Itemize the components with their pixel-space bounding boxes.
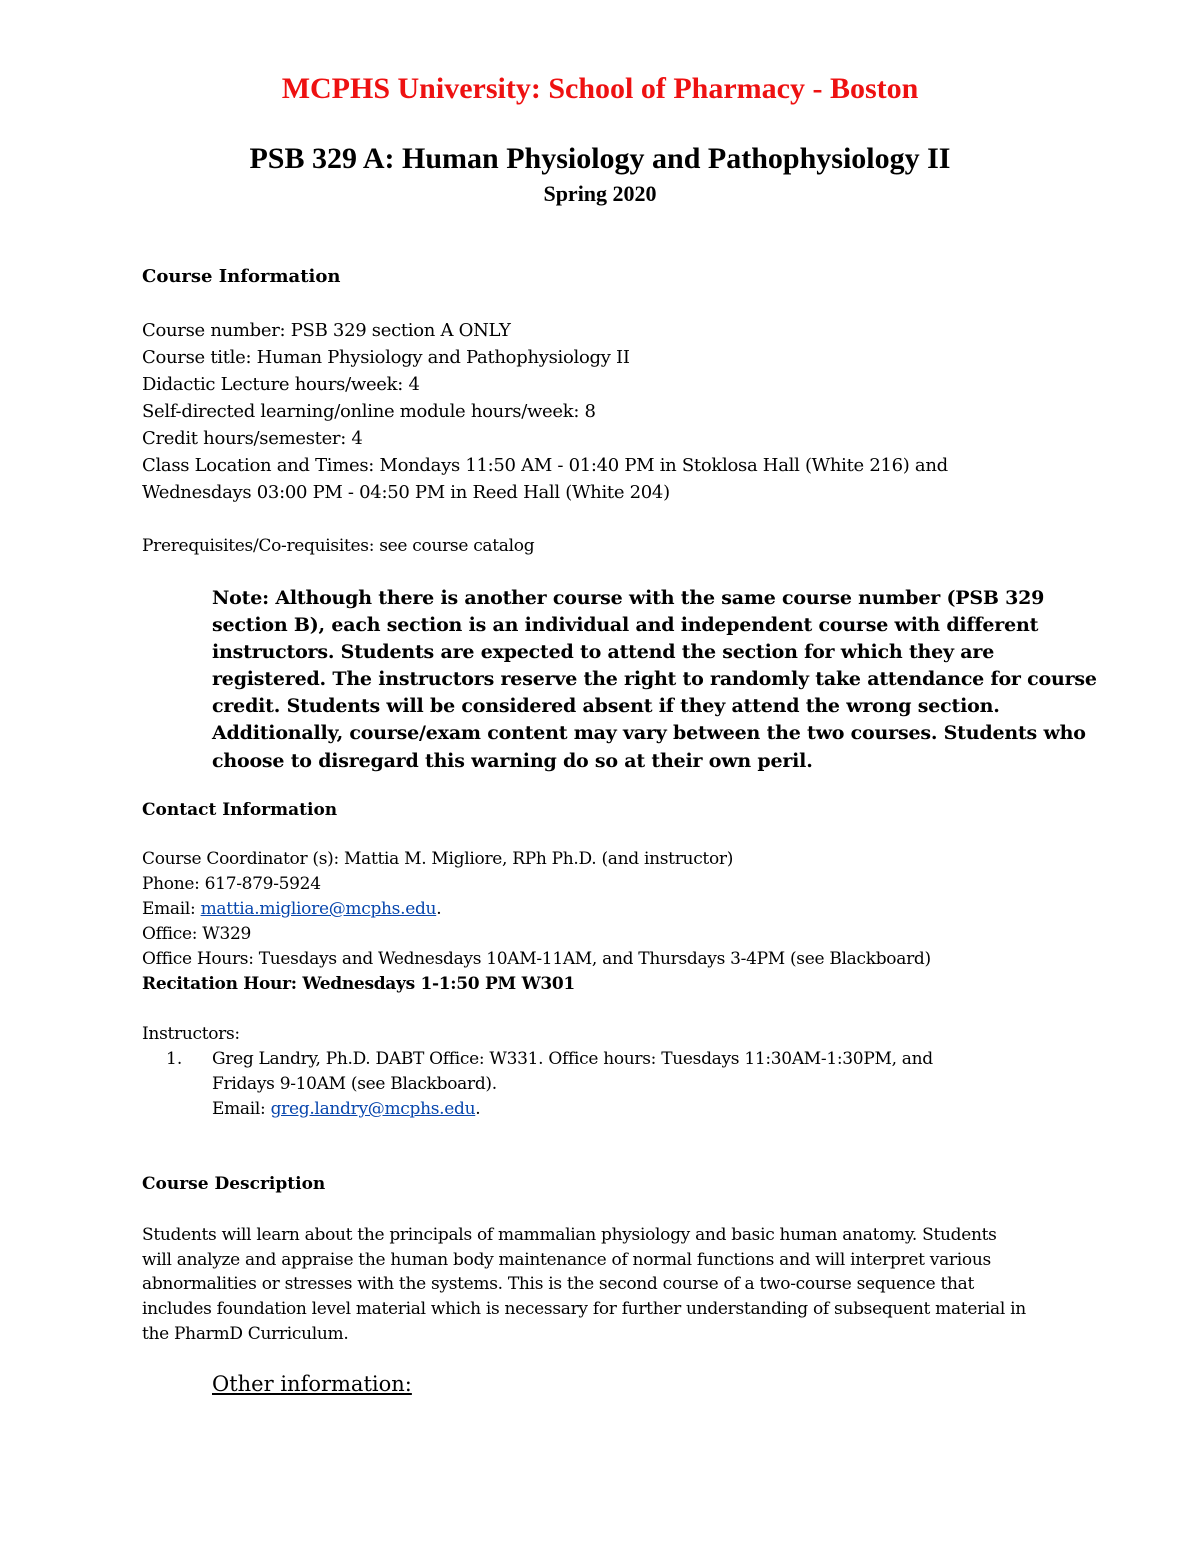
lecture-hours-line: Didactic Lecture hours/week: 4	[142, 374, 420, 395]
instructor-email-suffix: .	[475, 1099, 481, 1119]
instructors-heading: Instructors:	[142, 1024, 240, 1044]
contact-information-heading: Contact Information	[142, 800, 338, 820]
institution-heading: MCPHS University: School of Pharmacy - Boston	[281, 72, 919, 105]
course-title-heading: PSB 329 A: Human Physiology and Pathophysiology II	[249, 142, 951, 175]
course-description-heading: Course Description	[142, 1174, 326, 1194]
office-hours-line: Office Hours: Tuesdays and Wednesdays 10AM-11AM, and Thursdays 3-4PM (see Blackboard)	[142, 949, 931, 969]
note-line-6: Additionally, course/exam content may vary between the two courses. Students who	[212, 722, 1086, 744]
note-line-5: credit. Students will be considered absent if they attend the wrong section.	[212, 695, 1000, 717]
note-line-3: instructors. Students are expected to attend the section for which they are	[212, 641, 995, 663]
coordinator-email-link[interactable]: mattia.migliore@mcphs.edu	[200, 899, 437, 919]
description-line-2: will analyze and appraise the human body maintenance of normal functions and will interpret various	[142, 1250, 991, 1270]
course-title-line: Course title: Human Physiology and Pathophysiology II	[142, 347, 630, 368]
description-line-1: Students will learn about the principals of mammalian physiology and basic human anatomy. Students	[142, 1225, 997, 1245]
recitation-hour-line: Recitation Hour: Wednesdays 1-1:50 PM W301	[142, 974, 575, 994]
email-line	[142, 899, 441, 919]
note-line-1: Note: Although there is another course with the same course number (PSB 329	[212, 587, 1045, 609]
description-line-4: includes foundation level material which is necessary for further understanding of subsequent material in	[142, 1299, 1026, 1319]
course-information-heading: Course Information	[142, 266, 341, 287]
instructor-line-1: Greg Landry, Ph.D. DABT Office: W331. Office hours: Tuesdays 11:30AM-1:30PM, and	[212, 1049, 933, 1069]
credit-hours-line: Credit hours/semester: 4	[142, 428, 363, 449]
office-line: Office: W329	[142, 924, 251, 944]
class-location-line-1: Class Location and Times: Mondays 11:50 AM - 01:40 PM in Stoklosa Hall (White 216) and	[142, 455, 948, 476]
email-label: Email:	[142, 899, 201, 919]
term-heading: Spring 2020	[543, 181, 657, 206]
other-information-heading: Other information:	[212, 1372, 412, 1396]
instructor-line-2: Fridays 9-10AM (see Blackboard).	[212, 1074, 497, 1094]
instructor-list-number: 1.	[166, 1049, 183, 1069]
prerequisites-line: Prerequisites/Co-requisites: see course catalog	[142, 536, 535, 556]
instructor-email-line	[212, 1099, 480, 1119]
note-line-2: section B), each section is an individual and independent course with different	[212, 614, 1039, 636]
phone-line: Phone: 617-879-5924	[142, 874, 321, 894]
email-suffix: .	[436, 899, 442, 919]
coordinator-line: Course Coordinator (s): Mattia M. Migliore, RPh Ph.D. (and instructor)	[142, 849, 734, 869]
class-location-line-2: Wednesdays 03:00 PM - 04:50 PM in Reed Hall (White 204)	[142, 482, 670, 503]
description-line-5: the PharmD Curriculum.	[142, 1324, 349, 1344]
instructor-email-link[interactable]: greg.landry@mcphs.edu	[270, 1099, 476, 1119]
description-line-3: abnormalities or stresses with the systems. This is the second course of a two-course sequence that	[142, 1274, 975, 1294]
note-line-7: choose to disregard this warning do so at their own peril.	[212, 750, 813, 772]
course-number-line: Course number: PSB 329 section A ONLY	[142, 320, 511, 341]
self-directed-hours-line: Self-directed learning/online module hours/week: 8	[142, 401, 596, 422]
instructor-email-label: Email:	[212, 1099, 271, 1119]
note-line-4: registered. The instructors reserve the right to randomly take attendance for course	[212, 668, 1097, 690]
